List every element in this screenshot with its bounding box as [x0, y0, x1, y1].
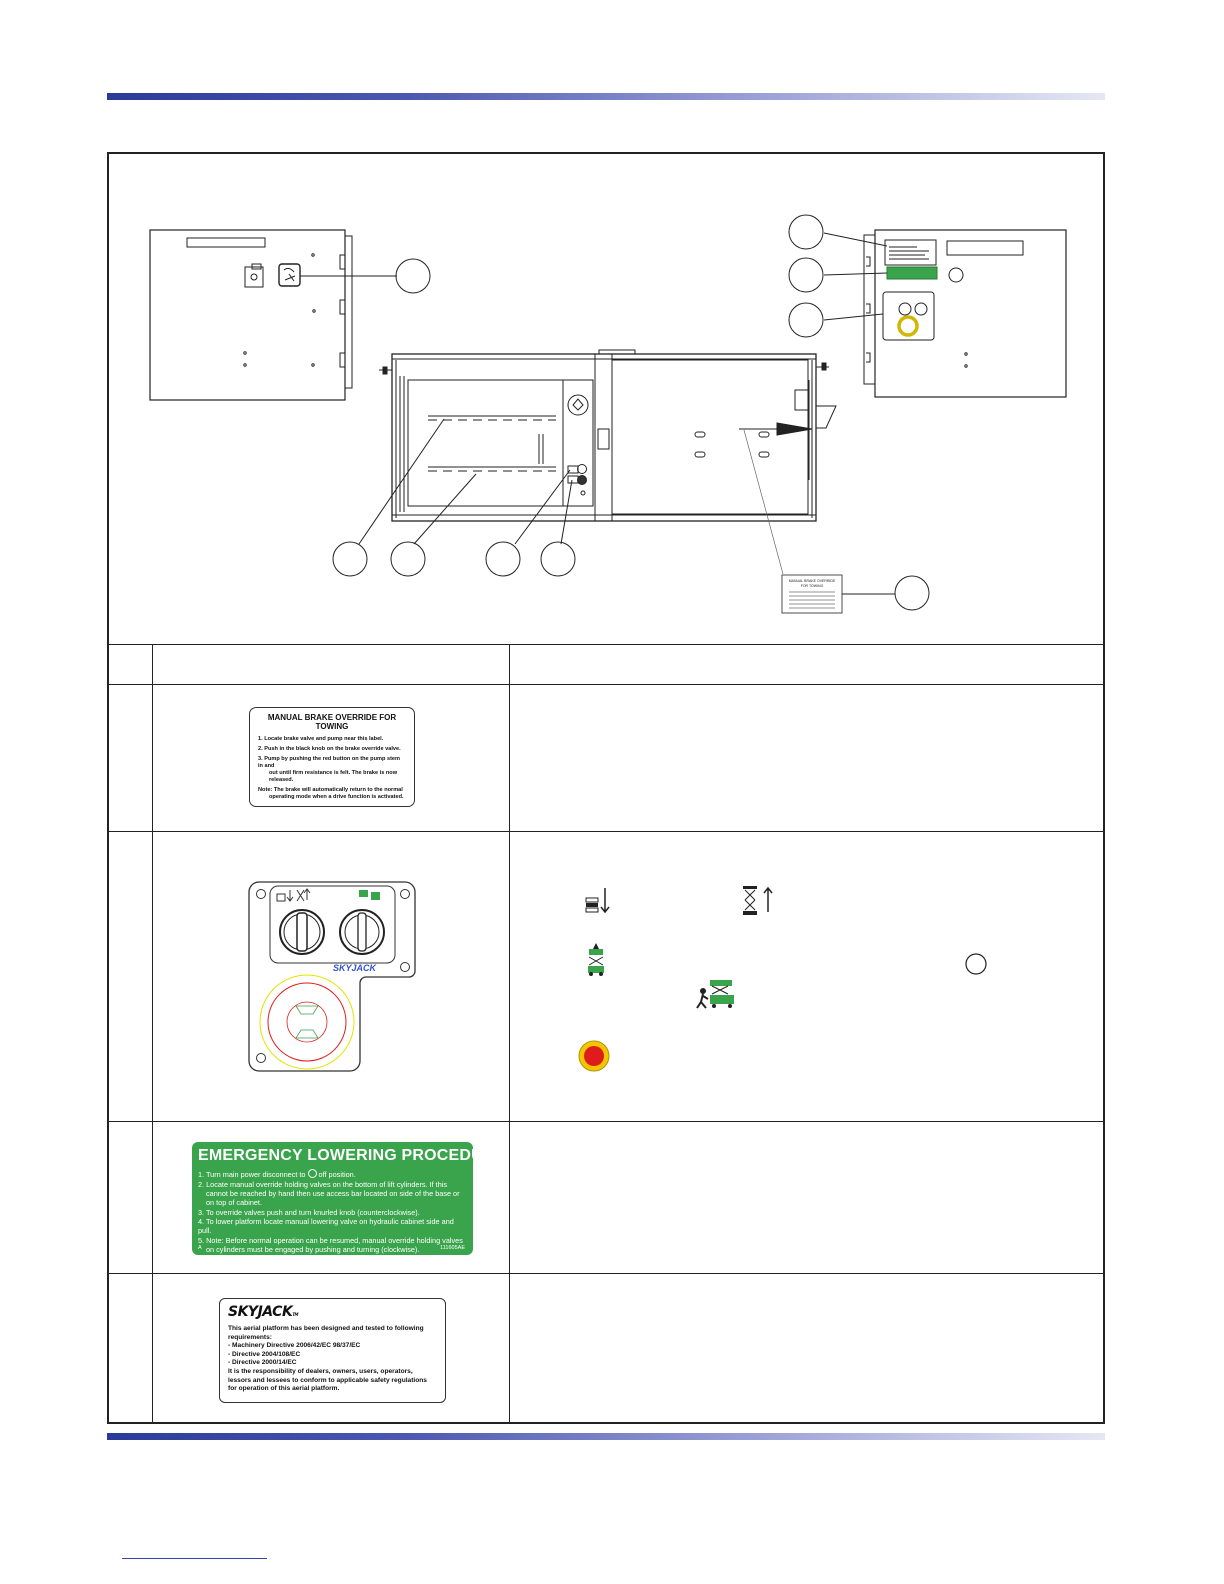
brake-decal-step: 1. Locate brake valve and pump near this label. [258, 736, 384, 743]
table-rule [109, 644, 1103, 645]
base-decal-top [568, 466, 578, 473]
ce-decal-line: This aerial platform has been designed and tested to following [228, 1325, 424, 1333]
footer-gradient-bar [107, 1433, 1105, 1440]
table-rule [109, 1121, 1103, 1122]
ce-decal-line: lessors and lessees to conform to applicable safety regulations [228, 1376, 427, 1384]
ce-decal-line: for operation of this aerial platform. [228, 1385, 340, 1393]
callout-circle [333, 542, 367, 576]
lowering-step-text: 5. Note: Before normal operation can be resumed, manual override holding valves [198, 1235, 463, 1245]
off-circle-symbol [964, 952, 988, 976]
mini-label-subtitle: FOR TOWING [800, 584, 824, 588]
lowering-step-text: 4. To lower platform locate manual lowering valve on hydraulic cabinet side and pull. [198, 1217, 454, 1236]
machine-diagram [109, 154, 1103, 644]
lowering-step-text: off position. [318, 1170, 356, 1180]
ce-decal-line: - Directive 2004/108/EC [228, 1350, 301, 1358]
right-cabinet-decal-green [887, 267, 937, 279]
lowering-step-text: on cylinders must be engaged by pushing and turning (clockwise). [206, 1245, 420, 1255]
callout-circle [895, 576, 929, 610]
ce-decal-line: - Machinery Directive 2006/42/EC 98/37/EC [228, 1342, 361, 1350]
table-rule [109, 831, 1103, 832]
label-figure-frame [107, 152, 1105, 1424]
left-cabinet [150, 230, 345, 400]
lowering-decal-title: EMERGENCY LOWERING PROCEDURE [198, 1147, 506, 1164]
footer-link-underline[interactable] [122, 1558, 267, 1559]
off-icon [308, 1169, 317, 1178]
base-chassis [392, 354, 816, 521]
ce-decal-line: requirements: [228, 1333, 272, 1341]
ce-decal-tm: TM [292, 1312, 299, 1317]
control-decal-logo: SKYJACK [333, 963, 377, 973]
callout-circle [789, 303, 823, 337]
callout-circle [789, 258, 823, 292]
lowering-decal-revision: A [198, 1244, 202, 1251]
ce-decal-line: It is the responsibility of dealers, owners, users, operators, [228, 1368, 413, 1375]
lowering-decal-code: 111605AE [440, 1244, 465, 1251]
control-panel-decal [247, 880, 419, 1074]
compliance-decal [219, 1298, 446, 1403]
brake-override-decal [249, 707, 415, 807]
callout-circle [486, 542, 520, 576]
right-cabinet-estop [899, 317, 917, 335]
ce-decal-logo [228, 1303, 437, 1321]
table-column-rule [509, 644, 510, 1424]
emergency-lowering-decal [192, 1142, 506, 1255]
table-column-rule [152, 644, 153, 1424]
brake-decal-step: 3. Pump by pushing the red button on the pump stem in and [258, 756, 401, 770]
callout-circle [789, 215, 823, 249]
lowering-step-text: 3. To override valves push and turn knurled knob (counterclockwise). [198, 1207, 420, 1217]
callout-circle [396, 259, 430, 293]
header-gradient-bar [107, 93, 1105, 100]
brake-decal-note: Note: The brake will automatically return to the normal [258, 787, 403, 794]
lowering-step-text: 1. Turn main power disconnect to [198, 1170, 306, 1180]
callout-circle [391, 542, 425, 576]
lowering-step-1 [198, 1169, 467, 1179]
ce-decal-logo-text: SKYJACK [228, 1304, 293, 1320]
emergency-stop-symbol [577, 1039, 611, 1073]
brake-decal-note: operating mode when a drive function is activated. [269, 794, 404, 801]
brake-decal-step: 2. Push in the black knob on the brake override valve. [258, 746, 401, 753]
descend-symbol [584, 884, 612, 918]
brake-decal-title: MANUAL BRAKE OVERRIDE FOR TOWING [267, 713, 397, 732]
brake-decal-step: out until firm resistance is felt. The brake is now released. [269, 770, 398, 784]
lowering-step-text: cannot be reached by hand then use access bar located on side of the base or [206, 1189, 460, 1199]
base-decal-bottom [568, 476, 578, 483]
right-cabinet-decal-top [885, 240, 936, 265]
drive-enable-symbol [585, 941, 609, 977]
lowering-step-text: 2. Locate manual override holding valves on the bottom of lift cylinders. If this [198, 1179, 448, 1189]
ce-decal-line: - Directive 2000/14/EC [228, 1359, 297, 1367]
mini-label-title: MANUAL BRAKE OVERRIDE [788, 579, 836, 583]
callout-circle [541, 542, 575, 576]
table-rule [109, 1273, 1103, 1274]
ground-control-symbol [694, 976, 738, 1012]
table-rule [109, 684, 1103, 685]
ascend-symbol [741, 882, 777, 922]
lowering-step-text: on top of cabinet. [206, 1198, 262, 1208]
